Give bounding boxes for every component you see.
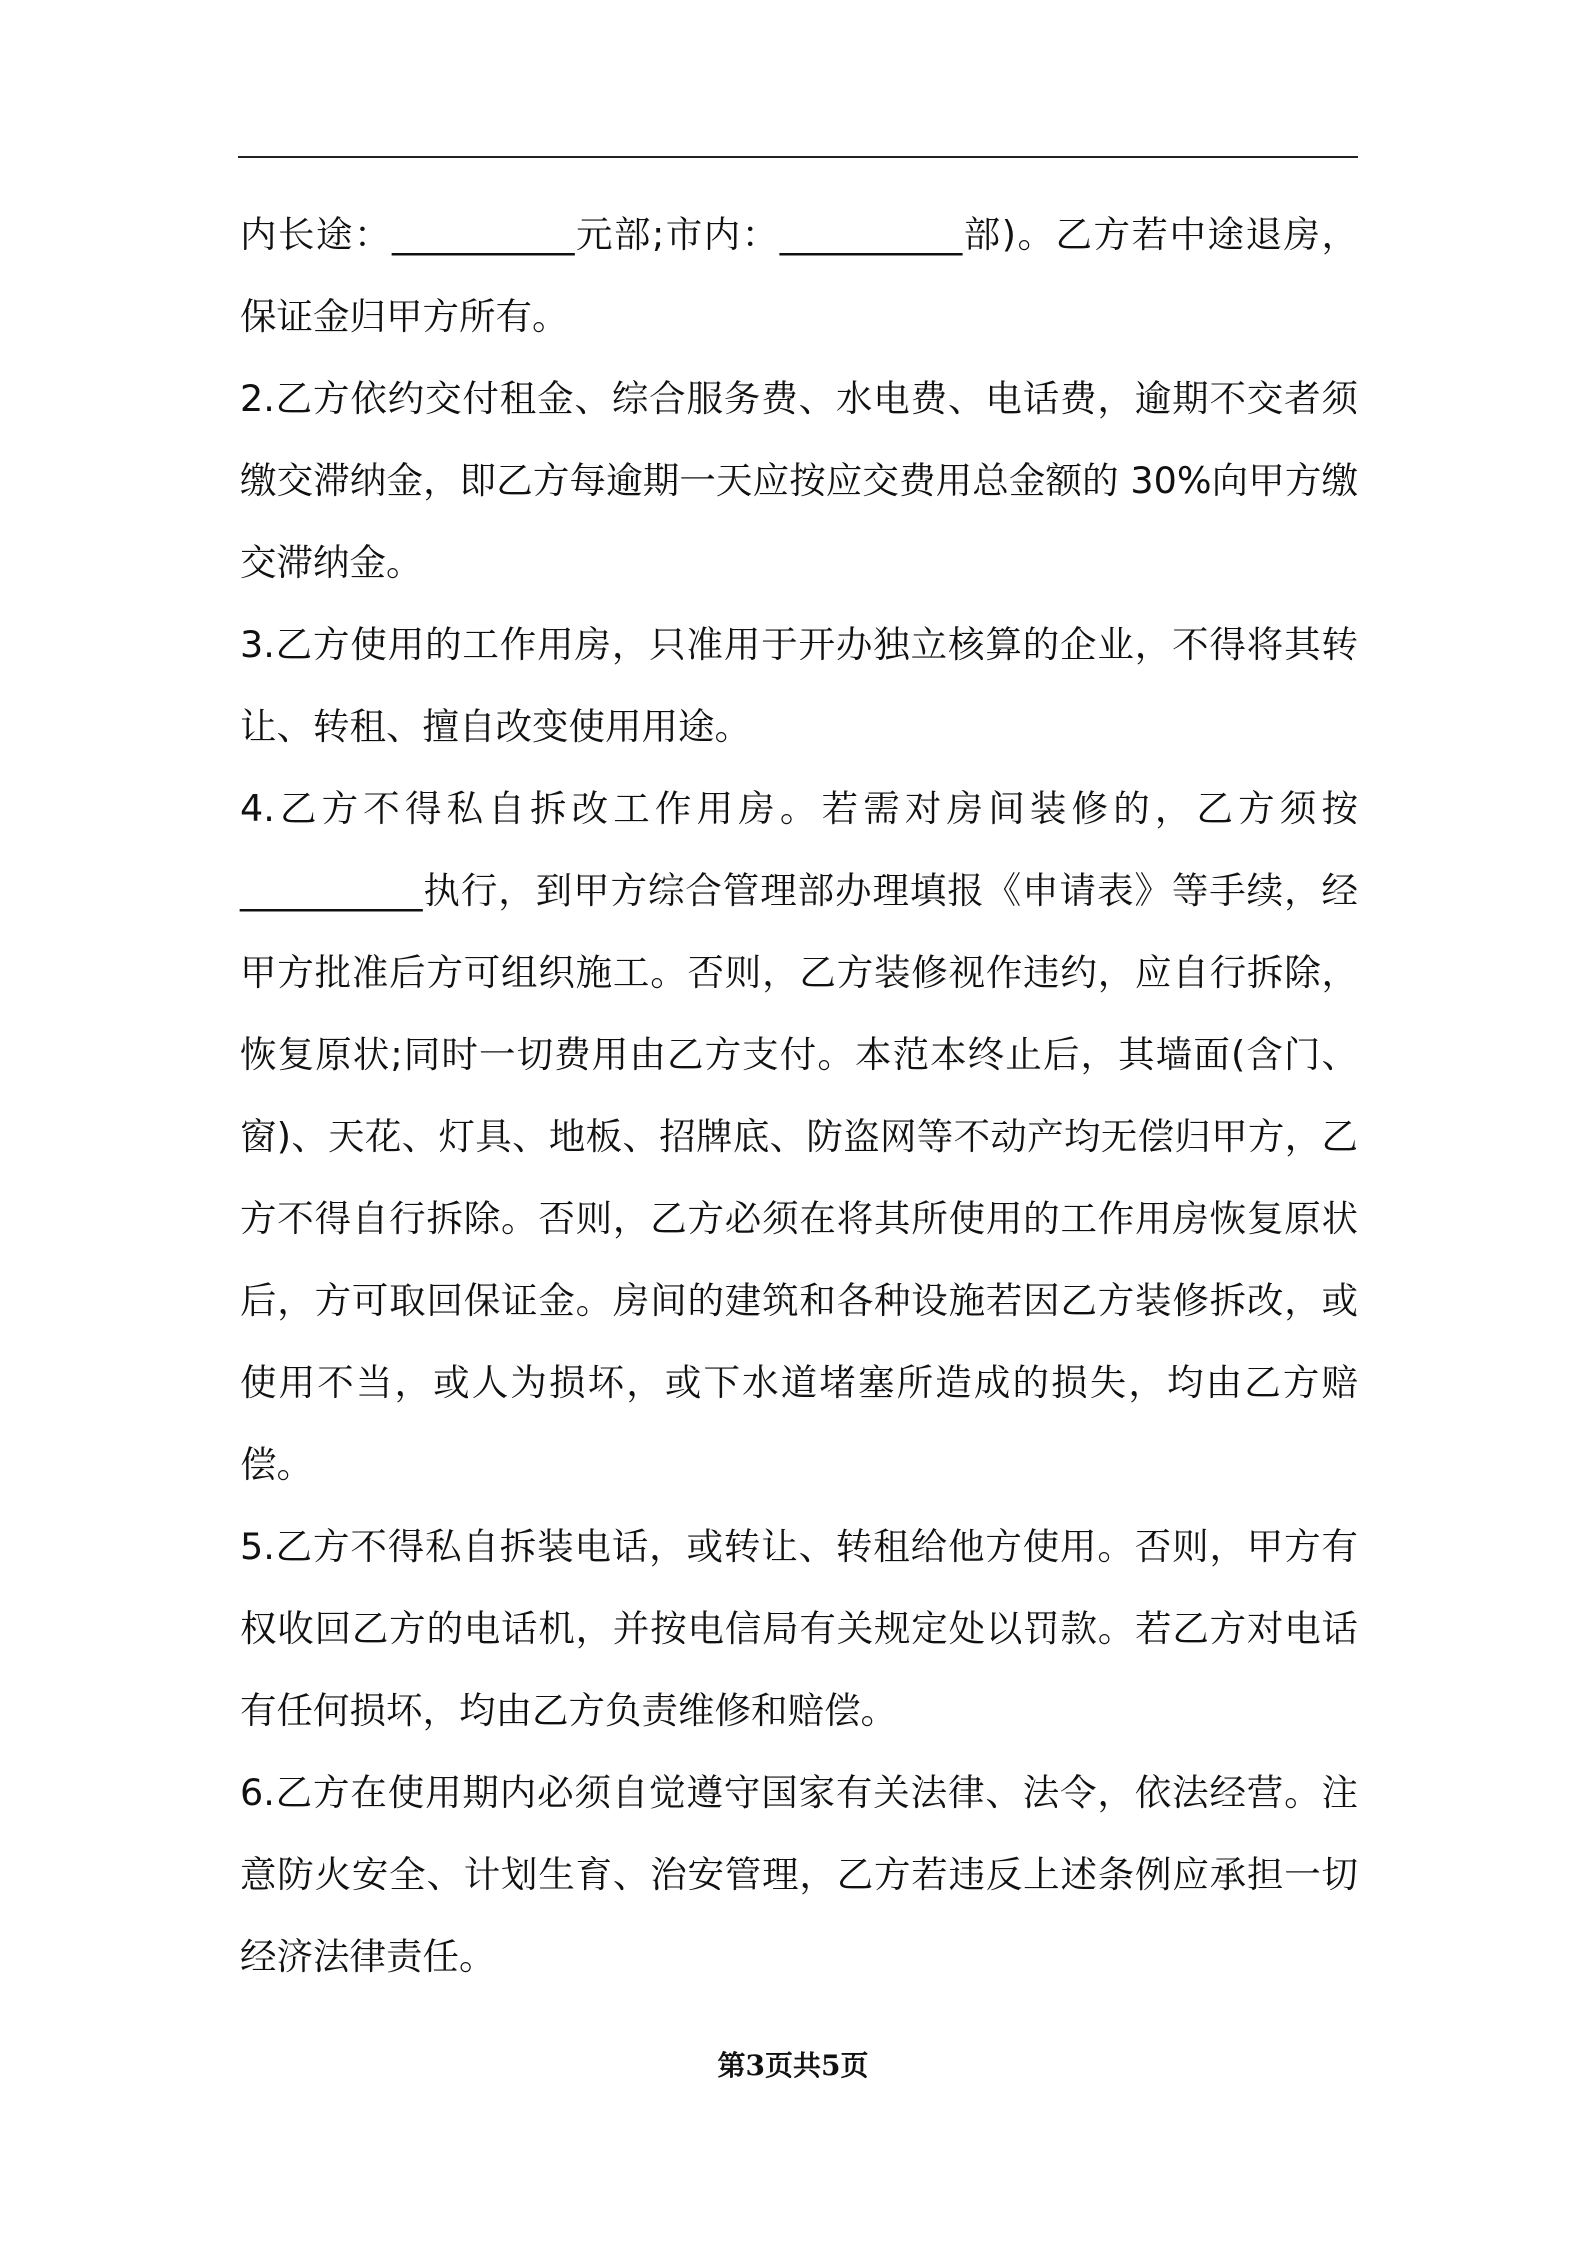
paragraph-clause-2: 2.乙方依约交付租金、综合服务费、水电费、电话费，逾期不交者须缴交滞纳金，即乙方每逾期一天应按应交费用总金额的 30%向甲方缴交滞纳金。	[240, 377, 1358, 584]
paragraph-clause-3: 3.乙方使用的工作用房，只准用于开办独立核算的企业，不得将其转让、转租、擅自改变使用用途。	[240, 623, 1358, 748]
document-body	[240, 194, 1358, 1998]
header-rule	[238, 156, 1358, 158]
paragraph-clause-5: 5.乙方不得私自拆装电话，或转让、转租给他方使用。否则，甲方有权收回乙方的电话机，并按电信局有关规定处以罚款。若乙方对电话有任何损坏，均由乙方负责维修和赔偿。	[240, 1525, 1358, 1732]
page-number: 第3页共5页	[717, 2049, 869, 2082]
paragraph-continuation: 内长途：__________元部;市内：__________部)。乙方若中途退房，保证金归甲方所有。	[240, 213, 1358, 338]
paragraph-clause-4: 4.乙方不得私自拆改工作用房。若需对房间装修的，乙方须按__________执行，到甲方综合管理部办理填报《申请表》等手续，经甲方批准后方可组织施工。否则，乙方装修视作违约，应自行拆除，恢复原状;同时一切费用由乙方支付。本范本终止后，其墙面(含门、窗)、天花、灯具、地板、招牌底、防盗网等不动产均无偿归甲方，乙方不得自行拆除。否则，乙方必须在将其所使用的工作用房恢复原状后，方可取回保证金。房间的建筑和各种设施若因乙方装修拆改，或使用不当，或人为损坏，或下水道堵塞所造成的损失，均由乙方赔偿。	[240, 787, 1358, 1486]
paragraph-clause-6: 6.乙方在使用期内必须自觉遵守国家有关法律、法令，依法经营。注意防火安全、计划生育、治安管理，乙方若违反上述条例应承担一切经济法律责任。	[240, 1771, 1358, 1978]
